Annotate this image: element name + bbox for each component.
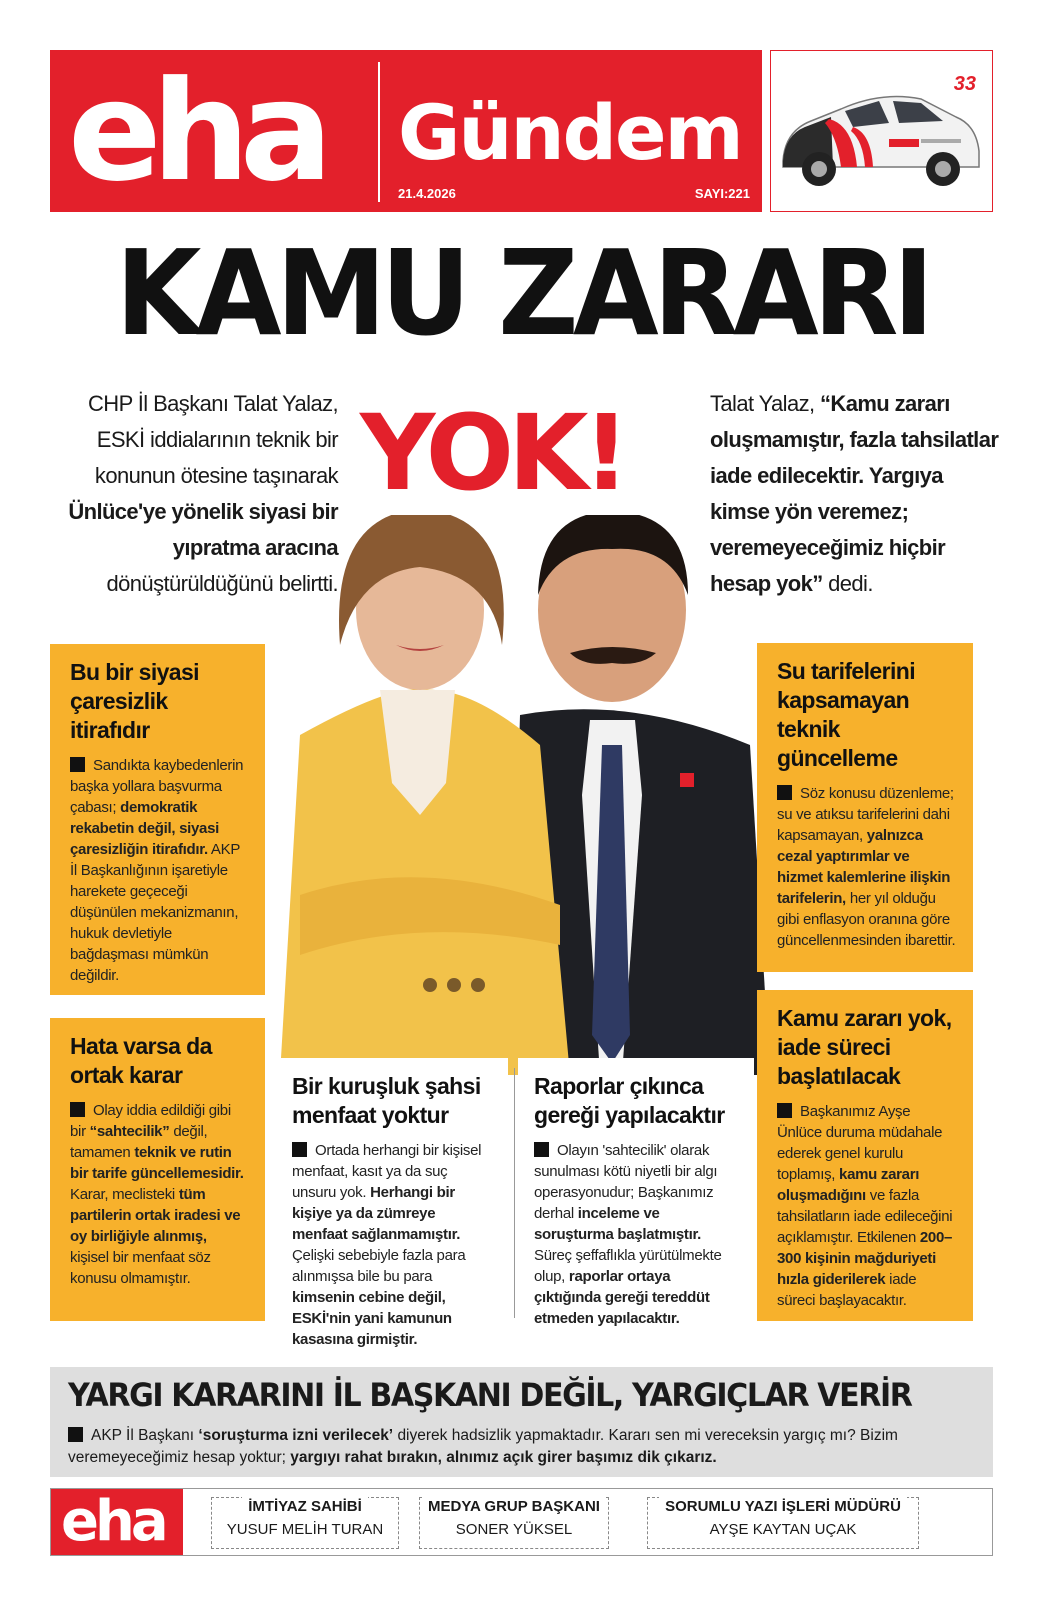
band-title: YARGI KARARINI İL BAŞKANI DEĞİL, YARGIÇLAR VERİR: [68, 1376, 912, 1414]
box-text: kişisel bir menfaat söz konusu olmamıştır.: [70, 1249, 211, 1287]
box-text: Olay iddia edildiği gibi bir: [70, 1102, 231, 1140]
box-text: iade süreci başlayacaktır.: [777, 1271, 917, 1309]
judiciary-band: [50, 1367, 993, 1477]
band-text: AKP İl Başkanı: [91, 1427, 195, 1444]
box-no-personal-interest: [276, 1058, 508, 1348]
box-text: Başkanımız Ayşe Ünlüce duruma müdahale ederek genel kurulu toplamış,: [777, 1103, 943, 1183]
box-bold: inceleme ve soruşturma başlatmıştır.: [534, 1205, 702, 1243]
anniversary-badge: 33: [953, 73, 976, 95]
box-body: [292, 1140, 494, 1350]
box-title: Raporlar çıkınca gereği yapılacaktır: [534, 1073, 725, 1128]
box-text: Ortada herhangi bir kişisel menfaat, kasıt ya da suç unsuru yok.: [292, 1142, 482, 1201]
box-body: [70, 1100, 249, 1289]
box-title: Bu bir siyasi çaresizlik itirafıdır: [70, 659, 199, 743]
advertisement-box[interactable]: [770, 50, 993, 212]
box-bold: tüm partilerin ortak iradesi ve oy birliğiyle alınmış,: [70, 1186, 241, 1245]
box-bold: “sahtecilik”: [89, 1123, 170, 1140]
masthead-divider: [378, 62, 380, 202]
credit-owner: [211, 1497, 399, 1549]
box-bold: teknik ve rutin bir tarife güncellemesidir.: [70, 1144, 244, 1182]
column-divider: [514, 1068, 515, 1318]
box-bold: demokratik rekabetin değil, siyasi çaresizliğin itirafıdır.: [70, 799, 220, 858]
band-bold: yargıyı rahat bırakın, alnımız açık girer başımız dik çıkarız.: [290, 1449, 717, 1466]
footer-logo[interactable]: [51, 1489, 183, 1555]
portrait-illustration: [270, 515, 770, 1075]
bullet-square: [534, 1142, 549, 1157]
box-text: Süreç şeffaflıkla yürütülmekte olup,: [534, 1247, 722, 1285]
box-text: ve fazla tahsilatların iade edileceğini açıklamıştır. Etkilenen: [777, 1187, 953, 1246]
portrait-photo: [270, 515, 770, 1075]
box-title: Kamu zararı yok, iade süreci başlatılacak: [777, 1005, 952, 1089]
box-text: Çelişki sebebiyle fazla para alınmışsa bile bu para: [292, 1247, 466, 1285]
band-text: diyerek hadsizlik yapmaktadır. Kararı sen mi vereceksin yargıç mı? Bizim veremeyeceğimiz hesap yoktur;: [68, 1427, 898, 1466]
box-joint-decision: [50, 1018, 265, 1321]
credit-media-head: [419, 1497, 609, 1549]
band-body: [68, 1425, 973, 1469]
box-title: Su tarifelerini kapsamayan teknik güncelleme: [777, 658, 915, 771]
intro-left-text: CHP İl Başkanı Talat Yalaz, ESKİ iddialarının teknik bir konunun ötesine taşınarak: [88, 391, 338, 488]
box-text: her yıl olduğu gibi enflasyon oranına göre güncellenmesinden ibarettir.: [777, 890, 956, 949]
box-text: değil, tamamen: [70, 1123, 208, 1161]
box-bold: raporlar ortaya çıktığında gereği tereddüt etmeden yapılacaktır.: [534, 1268, 710, 1327]
band-bold: ‘soruşturma izni verilecek’: [198, 1427, 394, 1444]
box-text: AKP İl Başkanlığının işaretiyle harekete geçeceği düşünülen mekanizmanın, hukuk devletiyle bağdaşması mümkün değildir.: [70, 841, 240, 984]
bullet-square: [777, 785, 792, 800]
intro-left-bold: Ünlüce'ye yönelik siyasi bir yıpratma aracına: [68, 499, 338, 560]
box-refund-process: [757, 990, 973, 1321]
issue-number: SAYI:221: [694, 186, 750, 201]
intro-right-text: Talat Yalaz,: [710, 391, 815, 416]
box-title: Bir kuruşluk şahsi menfaat yoktur: [292, 1073, 481, 1128]
credit-name: AYŞE KAYTAN UÇAK: [709, 1521, 857, 1538]
intro-left-end: dönüştürüldüğünü belirtti.: [106, 571, 338, 596]
credit-name: SONER YÜKSEL: [455, 1521, 573, 1538]
box-political-desperation: [50, 644, 265, 995]
box-text: Söz konusu düzenleme; su ve atıksu tarifelerini dahi kapsamayan,: [777, 785, 954, 844]
intro-right-end: dedi.: [828, 571, 873, 596]
box-title: Hata varsa da ortak karar: [70, 1033, 212, 1088]
box-text: Sandıkta kaybedenlerin başka yollara başvurma çabası;: [70, 757, 244, 816]
masthead: [50, 50, 762, 212]
bullet-square: [292, 1142, 307, 1157]
credit-editor: [647, 1497, 919, 1549]
box-bold: yalnızca cezal yaptırımlar ve hizmet kalemlerine ilişkin tarifelerin,: [777, 827, 951, 907]
bullet-square: [70, 757, 85, 772]
bullet-square: [70, 1102, 85, 1117]
intro-right-quote: “Kamu zararı oluşmamıştır, fazla tahsilatlar iade edilecektir. Yargıya kimse yön veremez; veremeyeceğimiz hiçbir hesap yok”: [710, 391, 999, 596]
box-text: Olayın 'sahtecilik' olarak sunulması kötü niyetli bir algı operasyonudur; Başkanımız derhal: [534, 1142, 718, 1222]
issue-date: 21.4.2026: [398, 186, 456, 201]
bullet-square: [777, 1103, 792, 1118]
credit-role: MEDYA GRUP BAŞKANI: [422, 1496, 606, 1518]
box-bold: kamu zararı oluşmadığını: [777, 1166, 920, 1204]
box-bold: 200–300 kişinin mağduriyeti hızla giderilerek: [777, 1229, 953, 1288]
credit-role: SORUMLU YAZI İŞLERİ MÜDÜRÜ: [659, 1496, 907, 1518]
box-bold: Herhangi bir kişiye ya da zümreye menfaat sağlanmamıştır.: [292, 1184, 461, 1243]
box-tariff-update: [757, 643, 973, 972]
eha-logo[interactable]: eha: [68, 51, 323, 212]
section-title: Gündem: [398, 88, 742, 177]
main-headline: KAMU ZARARI: [115, 224, 929, 362]
box-body: [534, 1140, 740, 1329]
sub-headline: YOK!: [360, 392, 625, 514]
box-body: [777, 1101, 957, 1311]
box-body: [70, 755, 249, 986]
footer-logo-text: eha: [61, 1489, 165, 1554]
box-text: Karar, meclisteki: [70, 1186, 175, 1203]
box-bold: kimsenin cebine değil, ESKİ'nin yani kamunun kasasına girmiştir.: [292, 1289, 452, 1348]
credit-role: İMTİYAZ SAHİBİ: [242, 1496, 368, 1518]
footer: [50, 1488, 993, 1556]
box-reports: [518, 1058, 754, 1326]
box-body: [777, 783, 957, 951]
car-illustration: [771, 51, 992, 211]
bullet-square: [68, 1427, 83, 1442]
credit-name: YUSUF MELİH TURAN: [226, 1521, 384, 1538]
